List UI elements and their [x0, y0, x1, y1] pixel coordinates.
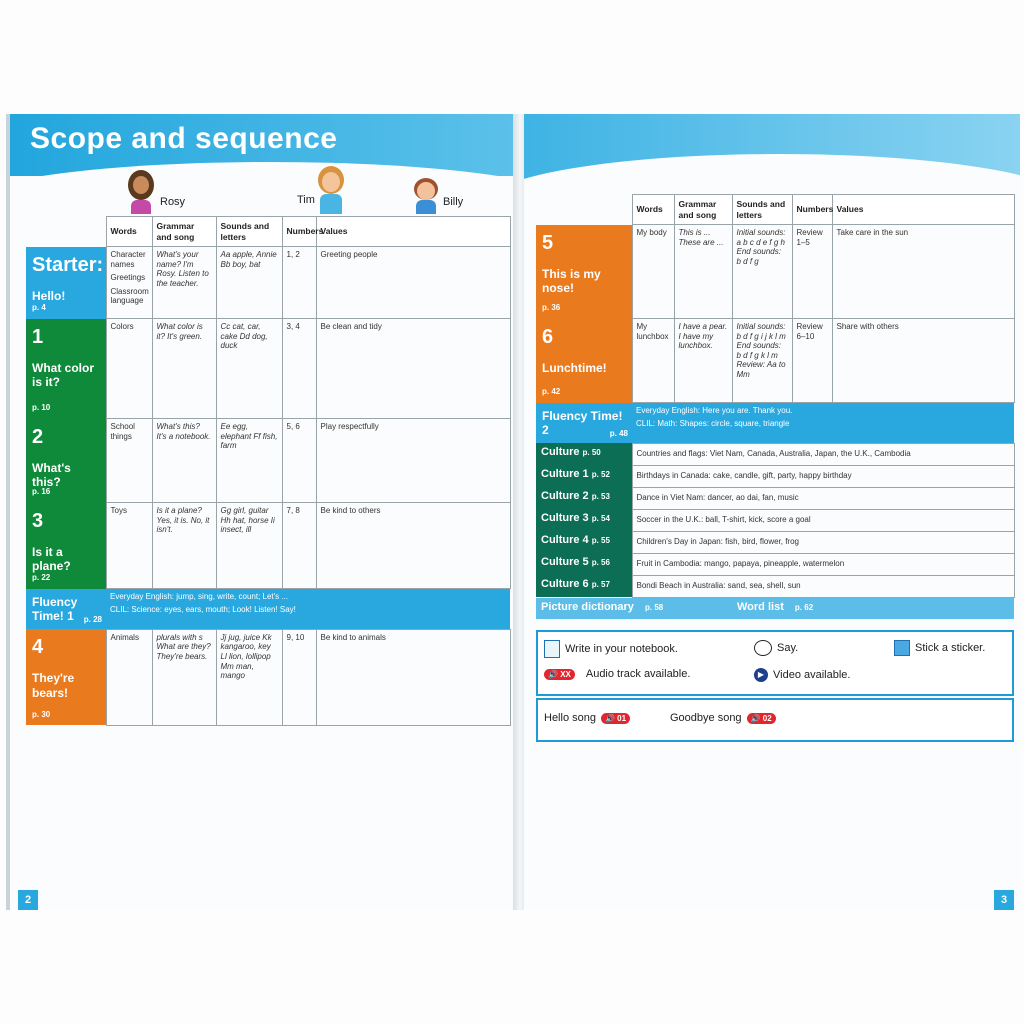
audio-track-icon: 🔊 XX	[544, 669, 575, 680]
sounds-cell: Gg girl, guitar Hh hat, horse Ii insect, ill	[216, 503, 282, 589]
word-item: Classroom language	[110, 286, 149, 306]
page-title: Scope and sequence	[30, 122, 338, 155]
sounds-cell: Ee egg, elephant Ff fish, farm	[216, 419, 282, 503]
header-words: Words	[632, 195, 674, 225]
header-words: Words	[106, 217, 152, 247]
sticker-icon	[894, 640, 910, 656]
character-name: Billy	[443, 196, 464, 208]
culture-label[interactable]: Culture 5 p. 56	[536, 553, 632, 575]
word-item: Animals	[110, 632, 139, 642]
values-cell: Take care in the sun	[832, 225, 1014, 319]
grammar-cell: What color is it? It's green.	[152, 319, 216, 419]
words-cell	[106, 247, 152, 319]
sounds-cell: Cc cat, car, cake Dd dog, duck	[216, 319, 282, 419]
culture-label[interactable]: Culture 1 p. 52	[536, 465, 632, 487]
numbers-cell: 5, 6	[282, 419, 316, 503]
culture-label[interactable]: Culture p. 50	[536, 443, 632, 465]
values-cell: Be kind to animals	[316, 629, 510, 725]
unit-label[interactable]: 3 Is it a plane? p. 22	[26, 503, 106, 589]
sounds-cell: Initial sounds: b d f g i j k l m End sounds: b d f g k l m Review: Aa to Mm	[732, 319, 792, 403]
culture-row	[536, 443, 1014, 465]
goodbye-song-label: Goodbye song	[670, 712, 742, 724]
culture-row	[536, 575, 1014, 597]
words-cell	[106, 419, 152, 503]
unit-row	[536, 225, 1014, 319]
unit-row	[26, 419, 510, 503]
word-item: Character names	[110, 250, 146, 269]
culture-text: Dance in Viet Nam: dancer, ao dai, fan, music	[632, 487, 1014, 509]
header-grammar: Grammar and song	[152, 217, 216, 247]
songs-box	[536, 698, 1014, 742]
word-item: Toys	[110, 506, 127, 515]
word-item: Colors	[110, 322, 134, 331]
culture-text: Children's Day in Japan: fish, bird, flower, frog	[632, 531, 1014, 553]
culture-text: Birthdays in Canada: cake, candle, gift, party, happy birthday	[632, 465, 1014, 487]
grammar-cell: I have a pear. I have my lunchbox.	[674, 319, 732, 403]
legend-box: Write in your notebook. Say. Stick a sticker. 🔊 XX Audio track available. ▶ Video available.	[536, 630, 1014, 696]
grammar-cell: Is it a plane? Yes, it is. No, it isn't.	[152, 503, 216, 589]
culture-text: Countries and flags: Viet Nam, Canada, Australia, Japan, the U.K., Cambodia	[632, 443, 1014, 465]
culture-text: Fruit in Cambodia: mango, papaya, pineapple, watermelon	[632, 553, 1014, 575]
values-cell: Be kind to others	[316, 503, 510, 589]
numbers-cell: 9, 10	[282, 629, 316, 725]
page-number-right: 3	[994, 890, 1014, 910]
dictionary-row: Picture dictionary p. 58 Word list p. 62	[536, 597, 1014, 619]
grammar-cell: plurals with s What are they? They're bears.	[152, 629, 216, 725]
table-header-row	[26, 217, 510, 247]
culture-label[interactable]: Culture 6 p. 57	[536, 575, 632, 597]
unit-row	[26, 629, 510, 725]
fluency-time-1-row: Fluency Time! 1 p. 28 Everyday English: jump, sing, write, count; Let's ... CLIL: Science: eyes, ears, mouth; Look! Listen! Say!	[26, 589, 510, 630]
numbers-cell: 3, 4	[282, 319, 316, 419]
culture-row	[536, 509, 1014, 531]
words-cell	[106, 629, 152, 725]
unit-row	[26, 319, 510, 419]
unit-row	[26, 503, 510, 589]
word-item: School things	[110, 422, 135, 441]
words-cell	[106, 503, 152, 589]
values-cell: Share with others	[832, 319, 1014, 403]
unit-label[interactable]: 2 What's this? p. 16	[26, 419, 106, 503]
header-numbers: Numbers	[282, 217, 316, 247]
character-name: Tim	[297, 194, 315, 206]
unit-row	[536, 319, 1014, 403]
header-sounds: Sounds and letters	[216, 217, 282, 247]
audio-track-icon[interactable]: 🔊 02	[747, 713, 776, 724]
header-values: Values	[832, 195, 1014, 225]
sounds-cell: Initial sounds: a b c d e f g h End sounds: b d f g	[732, 225, 792, 319]
words-cell	[106, 319, 152, 419]
notebook-icon	[544, 640, 560, 658]
culture-text: Bondi Beach in Australia: sand, sea, shell, sun	[632, 575, 1014, 597]
culture-row	[536, 531, 1014, 553]
header-numbers: Numbers	[792, 195, 832, 225]
right-page	[524, 114, 1020, 910]
header-values: Values	[316, 217, 510, 247]
sounds-cell: Aa apple, Annie Bb boy, bat	[216, 247, 282, 319]
word-item: My body	[636, 228, 667, 237]
unit-label[interactable]: 4 They're bears! p. 30	[26, 629, 106, 725]
left-page	[6, 114, 519, 910]
hello-song-label: Hello song	[544, 712, 596, 724]
unit-label[interactable]: 5 This is my nose! p. 36	[536, 225, 632, 319]
unit-label[interactable]: 6 Lunchtime! p. 42	[536, 319, 632, 403]
culture-label[interactable]: Culture 4 p. 55	[536, 531, 632, 553]
culture-label[interactable]: Culture 2 p. 53	[536, 487, 632, 509]
table-header-row	[536, 195, 1014, 225]
values-cell: Greeting people	[316, 247, 510, 319]
culture-row	[536, 487, 1014, 509]
words-cell	[632, 225, 674, 319]
values-cell: Play respectfully	[316, 419, 510, 503]
numbers-cell: Review 1–5	[792, 225, 832, 319]
audio-track-icon[interactable]: 🔊 01	[601, 713, 630, 724]
picture-dictionary-link[interactable]: Picture dictionary	[541, 600, 634, 613]
fluency-time-2-row: Fluency Time! 2 p. 48 Everyday English: Here you are. Thank you. CLIL: Math: Shapes: circle, square, triangle	[536, 403, 1014, 444]
sounds-cell: Jj jug, juice Kk kangaroo, key Ll lion, lollipop Mm man, mango	[216, 629, 282, 725]
culture-row	[536, 465, 1014, 487]
values-cell: Be clean and tidy	[316, 319, 510, 419]
numbers-cell: 1, 2	[282, 247, 316, 319]
unit-row	[26, 247, 510, 319]
words-cell	[632, 319, 674, 403]
header-sounds: Sounds and letters	[732, 195, 792, 225]
video-play-icon: ▶	[754, 668, 768, 682]
unit-label[interactable]: Starter: Hello! p. 4	[26, 247, 106, 319]
speech-bubble-icon	[754, 640, 772, 656]
culture-row	[536, 553, 1014, 575]
numbers-cell: Review 6–10	[792, 319, 832, 403]
grammar-cell: What's your name? I'm Rosy. Listen to the teacher.	[152, 247, 216, 319]
culture-text: Soccer in the U.K.: ball, T-shirt, kick, score a goal	[632, 509, 1014, 531]
scope-table-left	[26, 216, 511, 726]
header-grammar: Grammar and song	[674, 195, 732, 225]
numbers-cell: 7, 8	[282, 503, 316, 589]
grammar-cell: What's this? It's a notebook.	[152, 419, 216, 503]
word-item: My lunchbox	[636, 322, 669, 341]
character-name: Rosy	[160, 196, 186, 208]
word-item: Greetings	[110, 273, 146, 283]
word-list-link[interactable]: Word list	[737, 600, 784, 613]
culture-label[interactable]: Culture 3 p. 54	[536, 509, 632, 531]
page-number-left: 2	[18, 890, 38, 910]
grammar-cell: This is ... These are ...	[674, 225, 732, 319]
unit-label[interactable]: 1 What color is it? p. 10	[26, 319, 106, 419]
scope-table-right	[536, 194, 1015, 619]
